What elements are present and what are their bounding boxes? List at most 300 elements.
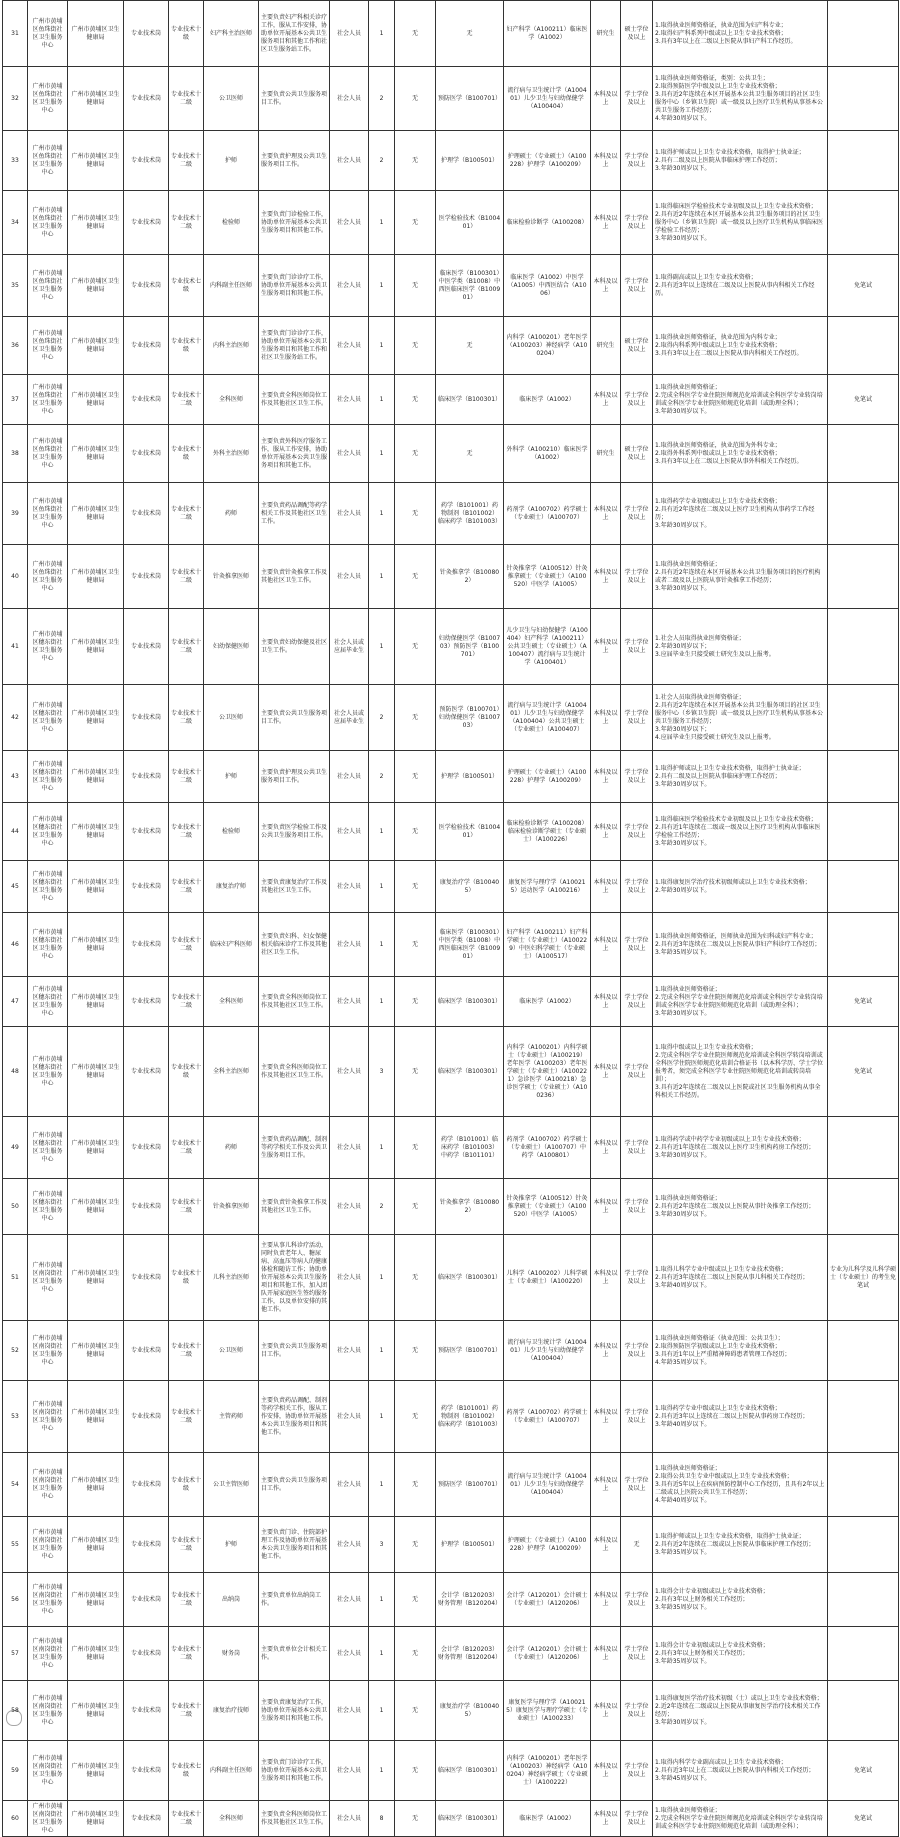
cell-supervising-dept: 广州市黄埔区卫生健康局 bbox=[68, 1117, 124, 1179]
cell-education: 本科及以上 bbox=[591, 803, 621, 861]
cell-employer: 广州市黄埔区穗东街社区卫生服务中心 bbox=[28, 609, 68, 685]
cell-post-category: 专业技术岗 bbox=[124, 425, 169, 483]
cell-notes bbox=[828, 67, 899, 131]
cell-ratio: 无 bbox=[395, 803, 436, 861]
cell-post-category: 专业技术岗 bbox=[124, 1381, 169, 1453]
cell-post-name: 内科主治医师 bbox=[204, 317, 259, 375]
cell-post-name: 针灸推拿医师 bbox=[204, 1179, 259, 1235]
cell-major-undergrad: 康复治疗学（B100405） bbox=[436, 861, 504, 913]
cell-post-grade: 专业技术十二级 bbox=[169, 375, 204, 425]
cell-post-duty: 主要负责针灸推拿工作及其他社区卫生工作。 bbox=[259, 1179, 330, 1235]
cell-row-number: 56 bbox=[3, 1573, 28, 1627]
cell-requirements bbox=[653, 803, 828, 861]
requirement-line: 3.年龄35周岁以下。 bbox=[655, 1603, 711, 1611]
cell-post-category: 专业技术岗 bbox=[124, 803, 169, 861]
cell-post-grade: 专业技术十级 bbox=[169, 1027, 204, 1117]
cell-major-graduate: 流行病与卫生统计学（A100401）儿少卫生与妇幼保健学（A100404） bbox=[504, 1321, 591, 1381]
requirement-line: 3.年龄35周岁以下。 bbox=[655, 948, 711, 956]
cell-hiring-count: 2 bbox=[369, 67, 395, 131]
cell-major-undergrad: 药学（B101001）临床药学（B101003）中药学（B101101） bbox=[436, 1117, 504, 1179]
cell-employer: 广州市黄埔区穗东街社区卫生服务中心 bbox=[28, 1027, 68, 1117]
table-row bbox=[3, 375, 899, 425]
table-row bbox=[3, 1627, 899, 1681]
cell-requirements bbox=[653, 317, 828, 375]
requirement-line: 2.完成全科医学专业住院医师规范化培训或全科医学专业转岗培训或全科医学专业住院医师规范化培训（或助理全科）； bbox=[655, 993, 823, 1009]
cell-post-category: 专业技术岗 bbox=[124, 317, 169, 375]
cell-education: 本科及以上 bbox=[591, 861, 621, 913]
cell-post-grade: 专业技术十二级 bbox=[169, 1321, 204, 1381]
cell-requirements bbox=[653, 1235, 828, 1321]
table-row bbox=[3, 1573, 899, 1627]
cell-post-category: 专业技术岗 bbox=[124, 751, 169, 803]
table-row bbox=[3, 609, 899, 685]
cell-target-applicants: 社会人员 bbox=[330, 1027, 369, 1117]
requirement-line: 2.取得外科系列中级或以上卫生专业技术资格； bbox=[655, 449, 781, 457]
table-row bbox=[3, 1453, 899, 1517]
cell-ratio: 无 bbox=[395, 483, 436, 545]
cell-degree: 硕士学位及以上 bbox=[621, 1, 653, 67]
requirement-line: 2.取得公共卫生专业中级或以上卫生专业技术资格； bbox=[655, 1472, 793, 1480]
requirement-line: 1.取得康复医学治疗技术初级师或以上卫生专业技术资格； bbox=[655, 878, 811, 886]
cell-supervising-dept: 广州市黄埔区卫生健康局 bbox=[68, 1573, 124, 1627]
cell-major-undergrad: 药学（B101001）药物制剂（B101002）临床药学（B101003） bbox=[436, 1381, 504, 1453]
cell-employer: 广州市黄埔区穗东街社区卫生服务中心 bbox=[28, 685, 68, 751]
table-row bbox=[3, 685, 899, 751]
cell-post-name: 康复治疗师 bbox=[204, 861, 259, 913]
cell-degree: 学士学位及以上 bbox=[621, 803, 653, 861]
cell-notes bbox=[828, 317, 899, 375]
cell-row-number: 52 bbox=[3, 1321, 28, 1381]
cell-post-grade: 专业技术七级 bbox=[169, 1741, 204, 1801]
cell-notes bbox=[828, 685, 899, 751]
cell-notes bbox=[828, 861, 899, 913]
cell-notes bbox=[828, 1321, 899, 1381]
cell-post-category: 专业技术岗 bbox=[124, 255, 169, 317]
cell-employer: 广州市黄埔区南岗街社区卫生服务中心 bbox=[28, 1573, 68, 1627]
cell-major-undergrad: 护理学（B100501） bbox=[436, 751, 504, 803]
cell-major-graduate: 流行病与卫生统计学（A100401）儿少卫生与妇幼保健学（A100404） bbox=[504, 67, 591, 131]
cell-post-duty: 主要负责针灸推拿工作及其他社区卫生工作。 bbox=[259, 545, 330, 609]
cell-employer: 广州市黄埔区鱼珠街社区卫生服务中心 bbox=[28, 375, 68, 425]
cell-supervising-dept: 广州市黄埔区卫生健康局 bbox=[68, 1179, 124, 1235]
cell-post-duty: 主要负责康复治疗工作及其他社区卫生工作。 bbox=[259, 861, 330, 913]
cell-post-grade: 专业技术十二级 bbox=[169, 861, 204, 913]
table-row bbox=[3, 861, 899, 913]
cell-target-applicants: 社会人员 bbox=[330, 1741, 369, 1801]
cell-ratio: 无 bbox=[395, 67, 436, 131]
requirement-line: 1.取得执业医师资格证； bbox=[655, 1806, 721, 1814]
cell-row-number: 60 bbox=[3, 1801, 28, 1837]
cell-major-undergrad: 妇幼保健医学（B100703）预防医学（B100701） bbox=[436, 609, 504, 685]
requirement-line: 4.年龄30周岁以下。 bbox=[655, 114, 711, 122]
cell-employer: 广州市黄埔区南岗街社区卫生服务中心 bbox=[28, 1381, 68, 1453]
cell-requirements bbox=[653, 1801, 828, 1837]
cell-hiring-count: 1 bbox=[369, 483, 395, 545]
cell-employer: 广州市黄埔区穗东街社区卫生服务中心 bbox=[28, 751, 68, 803]
cell-major-graduate: 针灸推拿学（A100512）针灸推拿硕士（专业硕士）（A100520）中医学（A1005） bbox=[504, 545, 591, 609]
cell-major-graduate: 临床检验诊断学（A100208）临床检验诊断学硕士（专业硕士）（A100226） bbox=[504, 803, 591, 861]
requirement-line: 3.年龄30周岁以下。 bbox=[655, 407, 711, 415]
cell-target-applicants: 社会人员 bbox=[330, 977, 369, 1027]
cell-target-applicants: 社会人员 bbox=[330, 861, 369, 913]
table-row bbox=[3, 1381, 899, 1453]
cell-ratio: 无 bbox=[395, 1801, 436, 1837]
cell-requirements bbox=[653, 751, 828, 803]
requirement-line: 1.取得临床医学检验技术专业初级及以上卫生专业技术资格； bbox=[655, 815, 817, 823]
cell-supervising-dept: 广州市黄埔区卫生健康局 bbox=[68, 913, 124, 977]
table-row bbox=[3, 1741, 899, 1801]
cell-target-applicants: 社会人员 bbox=[330, 751, 369, 803]
cell-target-applicants: 社会人员或应届毕业生 bbox=[330, 609, 369, 685]
cell-post-name: 全科医师 bbox=[204, 1801, 259, 1837]
cell-row-number: 31 bbox=[3, 1, 28, 67]
cell-post-duty: 主要负责单位出纳岗工作。 bbox=[259, 1573, 330, 1627]
cell-degree: 学士学位及以上 bbox=[621, 1627, 653, 1681]
requirement-line: 3.年龄30周岁以下。 bbox=[655, 780, 711, 788]
cell-supervising-dept: 广州市黄埔区卫生健康局 bbox=[68, 685, 124, 751]
cell-hiring-count: 1 bbox=[369, 1235, 395, 1321]
cell-employer: 广州市黄埔区南岗街社区卫生服务中心 bbox=[28, 1453, 68, 1517]
cell-post-name: 内科副主任医师 bbox=[204, 1741, 259, 1801]
requirement-line: 3.年龄40周岁以下。 bbox=[655, 1281, 711, 1289]
requirement-line: 1.取得临床医学检验技术专业初级及以上卫生专业技术资格； bbox=[655, 202, 817, 210]
cell-hiring-count: 1 bbox=[369, 1, 395, 67]
cell-education: 本科及以上 bbox=[591, 1235, 621, 1321]
table-row bbox=[3, 317, 899, 375]
table-row bbox=[3, 1, 899, 67]
cell-major-graduate: 康复医学与理疗学（A100215）康复医学与理疗学硕士（专业硕士）（A100233） bbox=[504, 1681, 591, 1741]
cell-requirements bbox=[653, 131, 828, 191]
cell-ratio: 无 bbox=[395, 1517, 436, 1573]
table-row bbox=[3, 977, 899, 1027]
cell-post-category: 专业技术岗 bbox=[124, 131, 169, 191]
cell-post-duty: 主要负责门诊诊疗工作，协助单位开展基本公共卫生服务项目和其他工作。 bbox=[259, 1741, 330, 1801]
cell-education: 本科及以上 bbox=[591, 67, 621, 131]
requirement-line: 2.完成全科医学专业住院医师规范化培训或全科医学专业转岗培训或全科医学专业住院医师规范化培训（或助理全科）； bbox=[655, 391, 823, 407]
cell-post-duty: 主要负责妇产科相关诊疗工作，服从工作安排，协助单位开展基本公共卫生服务项目和其他工作和社区卫生服务站工作。 bbox=[259, 1, 330, 67]
cell-supervising-dept: 广州市黄埔区卫生健康局 bbox=[68, 861, 124, 913]
cell-major-graduate: 流行病与卫生统计学（A100401）儿少卫生与妇幼保健学（A100404）公共卫生硕士（专业硕士）（A100407） bbox=[504, 685, 591, 751]
cell-employer: 广州市黄埔区穗东街社区卫生服务中心 bbox=[28, 977, 68, 1027]
requirement-line: 2.取得预防医学初级或以上卫生专业技术资格； bbox=[655, 1342, 781, 1350]
table-row bbox=[3, 1517, 899, 1573]
cell-row-number: 37 bbox=[3, 375, 28, 425]
cell-employer: 广州市黄埔区南岗街社区卫生服务中心 bbox=[28, 1235, 68, 1321]
cell-employer: 广州市黄埔区鱼珠街社区卫生服务中心 bbox=[28, 67, 68, 131]
cell-education: 本科及以上 bbox=[591, 1117, 621, 1179]
cell-notes: 免笔试 bbox=[828, 1801, 899, 1837]
cell-ratio: 无 bbox=[395, 609, 436, 685]
cell-post-category: 专业技术岗 bbox=[124, 1801, 169, 1837]
table-row bbox=[3, 483, 899, 545]
cell-notes: 免笔试 bbox=[828, 1741, 899, 1801]
cell-degree: 学士学位及以上 bbox=[621, 1573, 653, 1627]
requirement-line: 2.具有近3年以上连续在二级以上医院从事药房工作经历； bbox=[655, 1412, 809, 1420]
cell-post-name: 药师 bbox=[204, 1117, 259, 1179]
cell-post-category: 专业技术岗 bbox=[124, 1453, 169, 1517]
table-row bbox=[3, 191, 899, 255]
cell-post-name: 全科医师 bbox=[204, 977, 259, 1027]
table-row bbox=[3, 803, 899, 861]
table-row bbox=[3, 1235, 899, 1321]
table-body bbox=[3, 1, 899, 1837]
cell-education: 本科及以上 bbox=[591, 1381, 621, 1453]
cell-post-name: 内科副主任医师 bbox=[204, 255, 259, 317]
cell-requirements bbox=[653, 1517, 828, 1573]
cell-ratio: 无 bbox=[395, 751, 436, 803]
cell-post-grade: 专业技术十二级 bbox=[169, 483, 204, 545]
cell-post-name: 妇产科主治医师 bbox=[204, 1, 259, 67]
cell-employer: 广州市黄埔区鱼珠街社区卫生服务中心 bbox=[28, 131, 68, 191]
cell-post-name: 检验师 bbox=[204, 191, 259, 255]
cell-degree: 学士学位及以上 bbox=[621, 1179, 653, 1235]
cell-major-undergrad: 临床医学（B100301） bbox=[436, 1801, 504, 1837]
requirement-line: 2.具有近2年连续在二级或以上医院从事临床护理工作经历； bbox=[655, 1540, 815, 1548]
cell-post-grade: 专业技术十二级 bbox=[169, 545, 204, 609]
cell-notes bbox=[828, 1179, 899, 1235]
cell-degree: 学士学位及以上 bbox=[621, 913, 653, 977]
requirement-line: 3.具有近5年以上在疾病预防控制中心工作经历，且具有2年以上二级或以上医院公共卫生工作经历； bbox=[655, 1480, 825, 1496]
cell-target-applicants: 社会人员 bbox=[330, 1381, 369, 1453]
cell-post-grade: 专业技术十二级 bbox=[169, 685, 204, 751]
cell-ratio: 无 bbox=[395, 977, 436, 1027]
cell-post-duty: 主要从事儿科诊疗活动，同时负责老年人、糖尿病、高血压等病人的健康体检和随访工作；协助单位开展基本公共卫生服务项目和其他工作，加入团队开展家庭医生签约服务工作，以及单位安排的其他工作。 bbox=[259, 1235, 330, 1321]
requirement-line: 2.具有近1年连续在二级及以上医疗卫生机构药房工作经历； bbox=[655, 1143, 815, 1151]
cell-degree: 学士学位及以上 bbox=[621, 1117, 653, 1179]
cell-major-graduate: 儿科学（A100202）儿科学硕士（专业硕士）（A100220） bbox=[504, 1235, 591, 1321]
recruitment-table bbox=[2, 0, 899, 1837]
cell-major-undergrad: 康复治疗学（B100405） bbox=[436, 1681, 504, 1741]
cell-notes bbox=[828, 131, 899, 191]
cell-row-number: 49 bbox=[3, 1117, 28, 1179]
requirement-line: 4.年龄35周岁以下。 bbox=[655, 1358, 711, 1366]
cell-ratio: 无 bbox=[395, 255, 436, 317]
cell-employer: 广州市黄埔区南岗街社区卫生服务中心 bbox=[28, 1517, 68, 1573]
requirement-line: 1.取得康复医学治疗技术初级（士）或以上卫生专业技术资格； bbox=[655, 1694, 823, 1702]
cell-post-name: 康复治疗技师 bbox=[204, 1681, 259, 1741]
cell-degree: 硕士学位及以上 bbox=[621, 317, 653, 375]
cell-ratio: 无 bbox=[395, 1381, 436, 1453]
cell-employer: 广州市黄埔区南岗街社区卫生服务中心 bbox=[28, 1627, 68, 1681]
cell-major-graduate: 针灸推拿学（A100512）针灸推拿硕士（专业硕士）（A100520）中医学（A1005） bbox=[504, 1179, 591, 1235]
cell-supervising-dept: 广州市黄埔区卫生健康局 bbox=[68, 545, 124, 609]
cell-major-graduate: 临床医学（A1002）中医学（A1005）中西医结合（A1006） bbox=[504, 255, 591, 317]
cell-supervising-dept: 广州市黄埔区卫生健康局 bbox=[68, 609, 124, 685]
cell-major-undergrad: 无 bbox=[436, 425, 504, 483]
cell-target-applicants: 社会人员 bbox=[330, 1453, 369, 1517]
cell-hiring-count: 1 bbox=[369, 977, 395, 1027]
cell-employer: 广州市黄埔区穗东街社区卫生服务中心 bbox=[28, 1179, 68, 1235]
requirement-line: 2.取得预防医学中级及以上卫生专业技术资格； bbox=[655, 82, 781, 90]
cell-major-graduate: 临床检验诊断学（A100208） bbox=[504, 191, 591, 255]
cell-post-duty: 主要负责药品调配、制剂等药学相关工作及公共卫生服务项目工作。 bbox=[259, 1117, 330, 1179]
cell-post-category: 专业技术岗 bbox=[124, 1321, 169, 1381]
cell-education: 本科及以上 bbox=[591, 191, 621, 255]
requirement-line: 3.具有3年以上在二级以上医院从事内科相关工作经历。 bbox=[655, 349, 803, 357]
cell-supervising-dept: 广州市黄埔区卫生健康局 bbox=[68, 483, 124, 545]
cell-post-duty: 主要负责门诊检验工作，协助单位开展基本公共卫生服务项目和其他工作。 bbox=[259, 191, 330, 255]
cell-major-undergrad: 药学（B101001）药物制剂（B101002）临床药学（B101003） bbox=[436, 483, 504, 545]
cell-degree: 学士学位及以上 bbox=[621, 255, 653, 317]
cell-degree: 学士学位及以上 bbox=[621, 1453, 653, 1517]
cell-notes bbox=[828, 425, 899, 483]
cell-post-duty: 主要负责药品调配、制剂等药学相关工作，服从工作安排，协助单位开展基本公共卫生服务项目和其他工作。 bbox=[259, 1381, 330, 1453]
table-row bbox=[3, 913, 899, 977]
cell-supervising-dept: 广州市黄埔区卫生健康局 bbox=[68, 1801, 124, 1837]
cell-ratio: 无 bbox=[395, 1117, 436, 1179]
watermark-logo-icon bbox=[6, 1710, 22, 1726]
cell-hiring-count: 1 bbox=[369, 1321, 395, 1381]
cell-education: 本科及以上 bbox=[591, 545, 621, 609]
cell-major-undergrad: 会计学（B120203）财务管理（B120204） bbox=[436, 1627, 504, 1681]
cell-post-category: 专业技术岗 bbox=[124, 977, 169, 1027]
requirement-line: 2.具有近2年连续在本区开展基本公共卫生服务项目的社区卫生服务中心（乡镇卫生院）或一级及以上医疗卫生机构从事基本公共卫生服务工作经历； bbox=[655, 701, 824, 725]
cell-row-number: 55 bbox=[3, 1517, 28, 1573]
cell-post-grade: 专业技术十二级 bbox=[169, 1117, 204, 1179]
cell-major-graduate: 药剂学（A100702）药学硕士（专业硕士）（A100707） bbox=[504, 483, 591, 545]
cell-notes: 免笔试 bbox=[828, 1027, 899, 1117]
cell-degree: 硕士学位及以上 bbox=[621, 425, 653, 483]
cell-post-duty: 主要负责妇科、妇女保健相关临床诊疗工作及其他社区卫生工作。 bbox=[259, 913, 330, 977]
cell-post-category: 专业技术岗 bbox=[124, 1681, 169, 1741]
cell-employer: 广州市黄埔区穗东街社区卫生服务中心 bbox=[28, 861, 68, 913]
cell-employer: 广州市黄埔区南岗街社区卫生服务中心 bbox=[28, 1801, 68, 1837]
cell-ratio: 无 bbox=[395, 913, 436, 977]
requirement-line: 1.取得中级或以上卫生专业技术资格； bbox=[655, 1043, 757, 1051]
requirement-line: 3.年龄40周岁以下。 bbox=[655, 1420, 711, 1428]
cell-hiring-count: 1 bbox=[369, 545, 395, 609]
cell-post-duty: 主要负责全科医师岗位工作及其他社区卫生工作。 bbox=[259, 977, 330, 1027]
cell-row-number: 36 bbox=[3, 317, 28, 375]
cell-post-duty: 主要负责护理及公共卫生服务项目工作。 bbox=[259, 131, 330, 191]
cell-post-category: 专业技术岗 bbox=[124, 1179, 169, 1235]
cell-hiring-count: 1 bbox=[369, 803, 395, 861]
cell-post-grade: 专业技术十二级 bbox=[169, 1627, 204, 1681]
cell-post-category: 专业技术岗 bbox=[124, 1741, 169, 1801]
requirement-line: 1.取得执业医师资格证，执业范围为妇产科专业； bbox=[655, 21, 787, 29]
cell-row-number: 47 bbox=[3, 977, 28, 1027]
requirement-line: 3.应届毕业生只接受硕士研究生及以上报考。 bbox=[655, 650, 775, 658]
requirement-line: 1.取得执业医师资格证，执业范围为内科专业； bbox=[655, 333, 781, 341]
cell-education: 本科及以上 bbox=[591, 1681, 621, 1741]
cell-degree: 学士学位及以上 bbox=[621, 483, 653, 545]
cell-education: 本科及以上 bbox=[591, 131, 621, 191]
cell-row-number: 58 bbox=[3, 1681, 28, 1741]
cell-hiring-count: 1 bbox=[369, 425, 395, 483]
cell-supervising-dept: 广州市黄埔区卫生健康局 bbox=[68, 1, 124, 67]
cell-post-grade: 专业技术十二级 bbox=[169, 913, 204, 977]
cell-post-duty: 主要负责公共卫生服务项目工作。 bbox=[259, 685, 330, 751]
requirement-line: 1.取得执业医师资格证，执业范围为外科专业； bbox=[655, 441, 781, 449]
cell-major-graduate: 儿少卫生与妇幼保健学（A100404）妇产科学（A100211）公共卫生硕士（专业硕士）（A100407）流行病与卫生统计学（A100401） bbox=[504, 609, 591, 685]
requirement-line: 2.年龄30周岁以下。 bbox=[655, 886, 711, 894]
cell-ratio: 无 bbox=[395, 1235, 436, 1321]
cell-supervising-dept: 广州市黄埔区卫生健康局 bbox=[68, 1321, 124, 1381]
cell-notes bbox=[828, 1517, 899, 1573]
cell-requirements bbox=[653, 425, 828, 483]
cell-degree: 学士学位及以上 bbox=[621, 191, 653, 255]
cell-degree: 学士学位及以上 bbox=[621, 751, 653, 803]
cell-requirements bbox=[653, 1179, 828, 1235]
cell-notes bbox=[828, 1, 899, 67]
cell-degree: 学士学位及以上 bbox=[621, 1321, 653, 1381]
cell-major-graduate: 内科学（A100201）老年医学（A100203）神经病学（A100204）神经病学硕士（专业硕士）（A100222） bbox=[504, 1741, 591, 1801]
cell-row-number: 43 bbox=[3, 751, 28, 803]
cell-major-graduate: 内科学（A100201）内科学硕士（专业硕士）（A100219）老年医学（A100203）老年医学硕士（专业硕士）（A100221）急诊医学（A100218）急诊医学硕士（专业硕士）（A100236） bbox=[504, 1027, 591, 1117]
cell-hiring-count: 1 bbox=[369, 1453, 395, 1517]
requirement-line: 1.取得护师或以上卫生专业技术资格，取得护士执业证； bbox=[655, 1532, 805, 1540]
cell-target-applicants: 社会人员 bbox=[330, 1517, 369, 1573]
cell-post-name: 妇幼保健医师 bbox=[204, 609, 259, 685]
requirement-line: 2.具有二级及以上医院从事临床护理工作经历； bbox=[655, 772, 781, 780]
requirement-line: 3.具有近1年以上严重精神障碍患者管理工作经历； bbox=[655, 1350, 791, 1358]
cell-requirements bbox=[653, 861, 828, 913]
cell-major-undergrad: 会计学（B120203）财务管理（B120204） bbox=[436, 1573, 504, 1627]
cell-post-duty: 主要负责门诊、住院部护理工作及协助单位开展基本公共卫生服务项目和其他工作。 bbox=[259, 1517, 330, 1573]
cell-notes bbox=[828, 913, 899, 977]
cell-education: 本科及以上 bbox=[591, 375, 621, 425]
cell-major-undergrad: 护理学（B100501） bbox=[436, 1517, 504, 1573]
cell-requirements bbox=[653, 609, 828, 685]
cell-hiring-count: 1 bbox=[369, 609, 395, 685]
cell-row-number: 45 bbox=[3, 861, 28, 913]
cell-education: 本科及以上 bbox=[591, 255, 621, 317]
requirement-line: 1.社会人员取得执业医师资格证； bbox=[655, 693, 745, 701]
cell-post-duty: 主要负责门诊诊疗工作，协助单位开展基本公共卫生服务项目和其他工作和社区卫生服务站工作。 bbox=[259, 317, 330, 375]
requirement-line: 1.取得执业医师资格证； bbox=[655, 383, 721, 391]
requirement-line: 3.具有3年以上在二级以上医院从事妇产科工作经历。 bbox=[655, 37, 797, 45]
cell-notes: 专业为儿科学及儿科学硕士（专业硕士）的考生免笔试 bbox=[828, 1235, 899, 1321]
cell-degree: 学士学位及以上 bbox=[621, 1801, 653, 1837]
cell-post-grade: 专业技术十二级 bbox=[169, 1179, 204, 1235]
cell-requirements bbox=[653, 1381, 828, 1453]
cell-ratio: 无 bbox=[395, 1681, 436, 1741]
cell-employer: 广州市黄埔区南岗街社区卫生服务中心 bbox=[28, 1321, 68, 1381]
cell-major-undergrad: 临床医学（B100301） bbox=[436, 1027, 504, 1117]
cell-target-applicants: 社会人员 bbox=[330, 1681, 369, 1741]
cell-supervising-dept: 广州市黄埔区卫生健康局 bbox=[68, 1741, 124, 1801]
cell-target-applicants: 社会人员 bbox=[330, 1321, 369, 1381]
cell-post-category: 专业技术岗 bbox=[124, 1235, 169, 1321]
cell-notes bbox=[828, 803, 899, 861]
cell-degree: 学士学位及以上 bbox=[621, 1681, 653, 1741]
cell-ratio: 无 bbox=[395, 191, 436, 255]
cell-requirements bbox=[653, 1027, 828, 1117]
requirement-line: 1.取得会计专业初级或以上专业技术资格； bbox=[655, 1587, 769, 1595]
cell-requirements bbox=[653, 545, 828, 609]
cell-post-duty: 主要负责公共卫生服务项目工作。 bbox=[259, 1453, 330, 1517]
cell-hiring-count: 1 bbox=[369, 1573, 395, 1627]
cell-post-category: 专业技术岗 bbox=[124, 1627, 169, 1681]
cell-post-name: 公卫医师 bbox=[204, 1321, 259, 1381]
cell-target-applicants: 社会人员 bbox=[330, 425, 369, 483]
cell-major-graduate: 内科学（A100201）老年医学（A100203）神经病学（A100204） bbox=[504, 317, 591, 375]
table-row bbox=[3, 545, 899, 609]
requirement-line: 1.取得副高或以上卫生专业技术资格； bbox=[655, 273, 757, 281]
cell-education: 本科及以上 bbox=[591, 483, 621, 545]
cell-major-graduate: 药剂学（A100702）药学硕士（专业硕士）（A100707）中药学（A100801） bbox=[504, 1117, 591, 1179]
cell-major-graduate: 护理硕士（专业硕士）（A100228）护理学（A100209） bbox=[504, 751, 591, 803]
requirement-line: 2.具有近3年以上在二级或以上医院从事内科相关工作经历； bbox=[655, 1766, 815, 1774]
requirement-line: 2.具有3年以上财务相关工作经历； bbox=[655, 1649, 749, 1657]
requirement-line: 3.具有近2年连续在二级及以上医院或社区卫生服务机构从事全科相关工作经历。 bbox=[655, 1083, 821, 1099]
cell-major-undergrad: 护理学（B100501） bbox=[436, 131, 504, 191]
cell-degree: 学士学位及以上 bbox=[621, 131, 653, 191]
cell-supervising-dept: 广州市黄埔区卫生健康局 bbox=[68, 1027, 124, 1117]
cell-education: 本科及以上 bbox=[591, 1741, 621, 1801]
cell-ratio: 无 bbox=[395, 131, 436, 191]
cell-requirements bbox=[653, 1117, 828, 1179]
